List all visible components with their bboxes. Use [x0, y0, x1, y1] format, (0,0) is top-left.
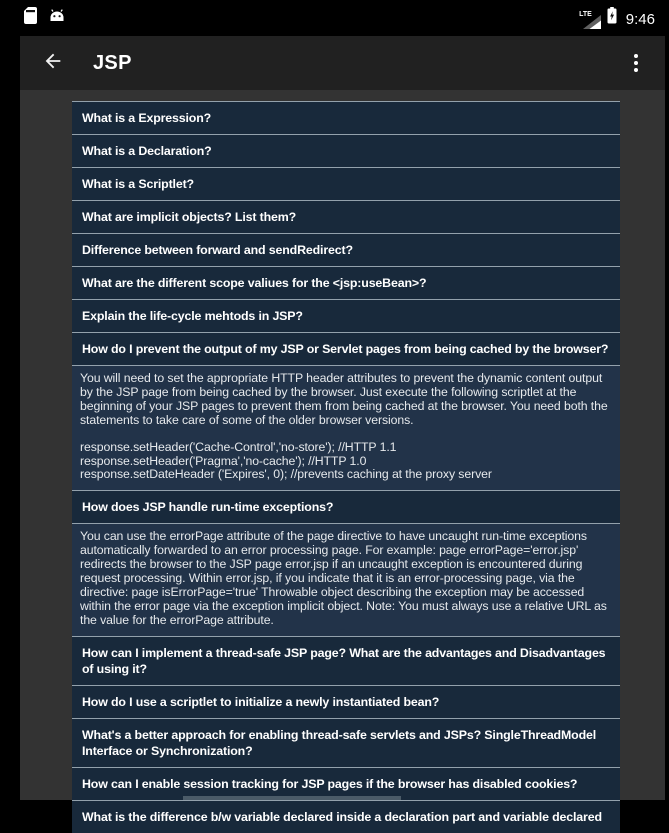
toolbar [20, 36, 665, 90]
status-bar [0, 0, 669, 36]
question-row[interactable]: How do I use a scriptlet to initialize a newly instantiated bean? [72, 685, 620, 718]
question-row[interactable]: What is a Scriptlet? [72, 167, 620, 200]
answer-text-line: You can use the errorPage attribute of the page directive to have uncaught run-time exceptions automatically forwarded to an error processing page. For example: page errorPage='error.jsp' redirects the browser to the JSP page error.jsp if an uncaught exception is encountered during request processing. Within error.jsp, if you indicate that it is an error-processing page, via the directive: page isErrorPage='true' Throwable object describing the exception may be accessed within the error page via the exception implicit object. Note: You must always use a relative URL as the value for the errorPage attribute. [80, 529, 607, 627]
question-row[interactable]: What is a Expression? [72, 101, 620, 134]
answer-text-line: response.setDateHeader ('Expires', 0); //prevents caching at the proxy server [80, 467, 492, 482]
question-row[interactable]: How can I enable session tracking for JSP pages if the browser has disabled cookies? [72, 767, 620, 800]
battery-charging-icon [607, 7, 617, 29]
question-row[interactable]: How does JSP handle run-time exceptions? [72, 490, 620, 523]
content-area [20, 90, 665, 824]
answer-block[interactable] [72, 365, 620, 490]
back-arrow-icon [42, 50, 64, 77]
sd-card-icon [24, 7, 37, 29]
clock-text: 9:46 [625, 11, 655, 28]
signal-strength-icon [579, 9, 601, 29]
question-row[interactable]: What are implicit objects? List them? [72, 200, 620, 233]
answer-text-line: response.setHeader('Cache-Control','no-store'); //HTTP 1.1 [80, 439, 397, 454]
answer-text-line: You will need to set the appropriate HTTP header attributes to prevent the dynamic content output by the JSP page from being cached by the browser. Just execute the following scriptlet at the beginning of your JSP pages to prevent them from being cached at the browser. You need both the statements to take care of some of the older browser versions. [80, 371, 608, 427]
partial-bottom-element [183, 796, 401, 800]
question-row[interactable]: What are the different scope valiues for the <jsp:useBean>? [72, 266, 620, 299]
overflow-menu-button[interactable] [625, 48, 647, 78]
back-button[interactable] [38, 48, 68, 78]
question-row[interactable]: What's a better approach for enabling thread-safe servlets and JSPs? SingleThreadModel Interface or Synchronization? [72, 718, 620, 767]
answer-blank-line [80, 428, 612, 441]
question-row[interactable]: What is a Declaration? [72, 134, 620, 167]
status-bar-right [579, 7, 655, 29]
answer-text-line: response.setHeader('Pragma','no-cache'); //HTTP 1.0 [80, 453, 367, 468]
page-title: JSP [93, 51, 132, 74]
usb-debugging-icon [49, 9, 65, 27]
network-type-label: LTE [579, 11, 592, 18]
app-window [20, 36, 665, 824]
status-bar-left [24, 7, 65, 29]
answer-block[interactable] [72, 523, 620, 635]
question-row[interactable]: What is the difference b/w variable declared inside a declaration part and variable declared [72, 800, 620, 833]
question-row[interactable]: How can I implement a thread-safe JSP page? What are the advantages and Disadvantages of using it? [72, 636, 620, 685]
question-row[interactable]: Difference between forward and sendRedirect? [72, 233, 620, 266]
question-row[interactable]: How do I prevent the output of my JSP or Servlet pages from being cached by the browser? [72, 332, 620, 365]
faq-list [72, 101, 620, 833]
question-row[interactable]: Explain the life-cycle mehtods in JSP? [72, 299, 620, 332]
